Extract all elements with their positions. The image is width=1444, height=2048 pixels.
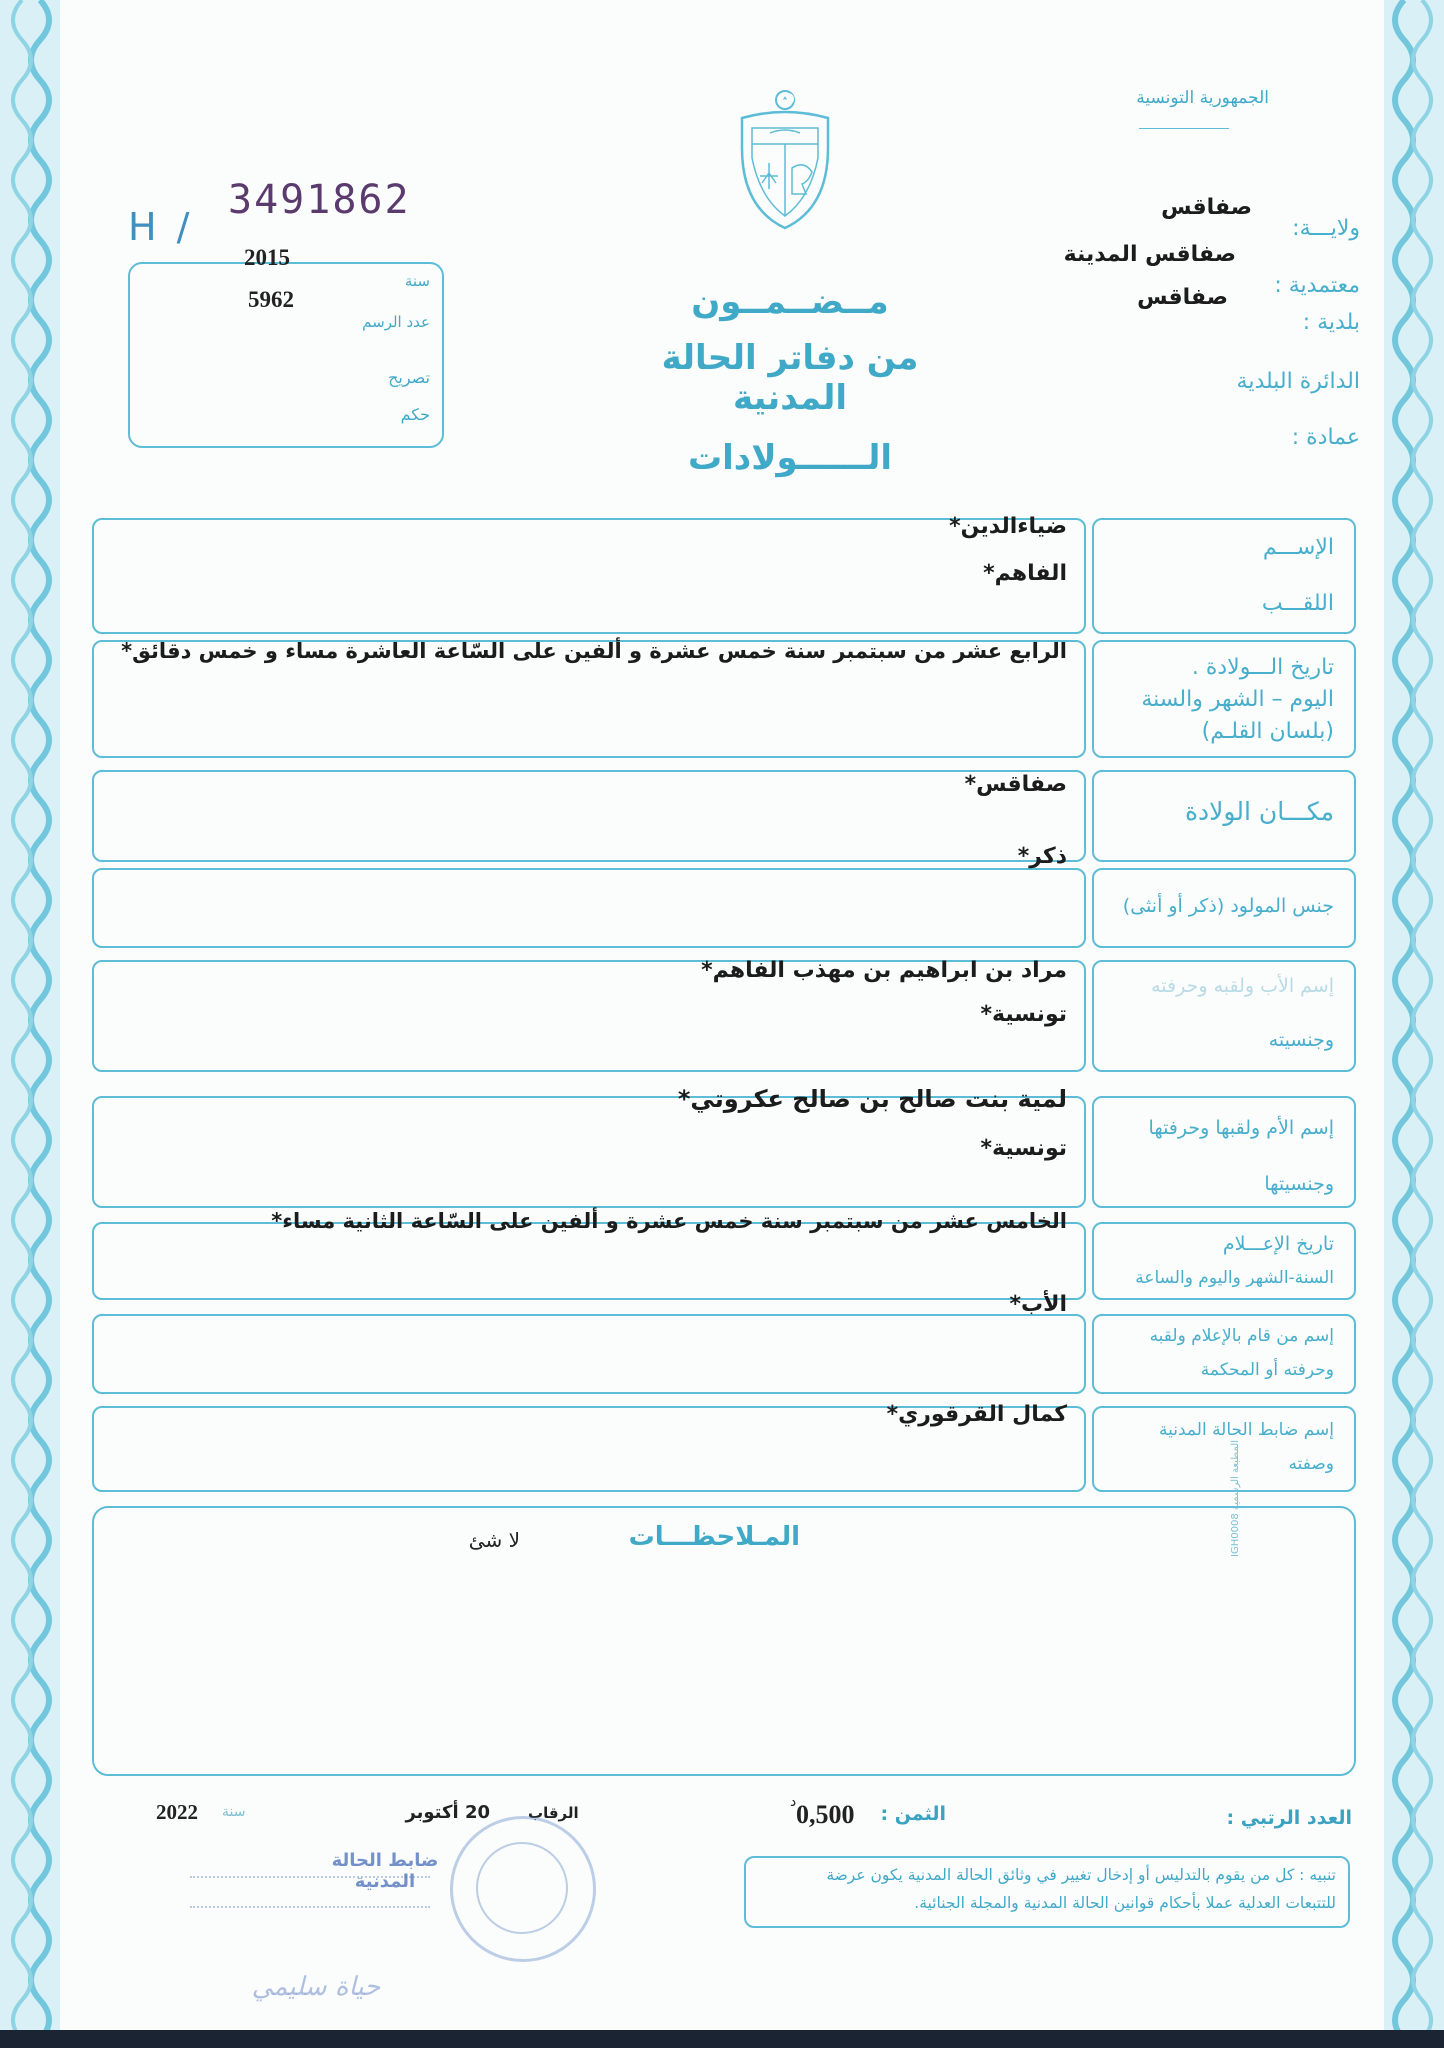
surname-value: الفاهم*	[983, 561, 1067, 586]
declarant-value: الأب*	[1009, 1292, 1067, 1317]
municipality-label: بلدية :	[1302, 310, 1360, 335]
right-guilloche-border	[1384, 0, 1444, 2030]
officer-stamp-title: ضابط الحالة المدنية	[331, 1850, 439, 1892]
officer-signature: حياة سليمي	[251, 1972, 381, 2002]
birth-place-label: مكـــان الولادة	[1184, 797, 1334, 826]
father-nationality: تونسية*	[980, 1002, 1067, 1027]
declaration-date-label-1: تاريخ الإعـــلام	[1222, 1233, 1334, 1255]
delegation-value: صفاقس المدينة	[1063, 242, 1236, 267]
price-value: 0,500	[796, 1800, 855, 1829]
serial-prefix: H /	[128, 205, 194, 249]
registration-number-label: عدد الرسم	[362, 313, 430, 331]
issue-date: 20 أكتوبر	[405, 1802, 490, 1823]
declarant-label-1: إسم من قام بالإعلام ولقبه	[1149, 1326, 1334, 1346]
registration-number-value: 5962	[248, 287, 294, 312]
father-label-1: إسم الأب ولقبه وحرفته	[1151, 975, 1334, 997]
surname-label: اللقـــب	[1261, 591, 1334, 616]
wilaya-value: صفاقس	[1161, 195, 1252, 220]
document-title-line1: مــضــمــون	[691, 282, 889, 322]
sequence-number-label: العدد الرتبي :	[1226, 1807, 1352, 1829]
municipality-value: صفاقس	[1137, 285, 1228, 310]
left-guilloche-border	[0, 0, 60, 2030]
delegation-label: معتمدية :	[1274, 273, 1360, 298]
declarant-label-2: وحرفته أو المحكمة	[1200, 1360, 1334, 1380]
birth-place-value-box	[92, 770, 1086, 862]
price-unit: د	[790, 1794, 797, 1810]
mother-label-2: وجنسيتها	[1264, 1173, 1334, 1195]
father-label-2: وجنسيته	[1268, 1029, 1334, 1051]
sex-label: جنس المولود (ذكر أو أنثى)	[1122, 895, 1334, 917]
birth-date-value: الرابع عشر من سبتمبر سنة خمس عشرة و ألفين على السّاعة العاشرة مساء و خمس دقائق*	[121, 639, 1067, 663]
stamp-text-line-2	[190, 1906, 430, 1916]
name-value: ضياءالدين*	[949, 514, 1067, 539]
republic-underline	[1139, 128, 1229, 129]
birth-date-label-3: (بلسان القلـم)	[1201, 719, 1334, 744]
birth-place-value: صفاقس*	[964, 772, 1067, 797]
registration-year-value: 2015	[244, 245, 290, 270]
birth-date-label-2: اليوم – الشهر والسنة	[1141, 687, 1334, 712]
warning-line-2: للتتبعات العدلية عملا بأحكام قوانين الحالة المدنية والمجلة الجنائية.	[914, 1894, 1336, 1912]
serial-number: 3491862	[228, 177, 411, 223]
imada-label: عمادة :	[1291, 425, 1360, 450]
stamp-text-line-1	[190, 1876, 430, 1886]
officer-label-2: وصفته	[1288, 1454, 1334, 1474]
registration-declaration-label: تصريح	[388, 368, 430, 387]
mother-label-1: إسم الأم ولقبها وحرفتها	[1148, 1117, 1334, 1139]
warning-line-1: تنبيه : كل من يقوم بالتدليس أو إدخال تغيير في وثائق الحالة المدنية يكون عرضة	[826, 1866, 1336, 1884]
document-title-line2: من دفاتر الحالة المدنية	[661, 338, 919, 418]
mother-value: لمية بنت صالح بن صالح عكروتي*	[677, 1085, 1067, 1113]
registration-ruling-label: حكم	[400, 405, 430, 424]
office-label: الرقاب	[528, 1804, 579, 1822]
sex-value-box	[92, 868, 1086, 948]
coat-of-arms-emblem	[730, 88, 840, 238]
name-value-box	[92, 518, 1086, 634]
father-value: مراد بن ابراهيم بن مهذب الفاهم*	[701, 958, 1067, 983]
registration-year-label: سنة	[404, 272, 430, 290]
sex-value: ذكر*	[1017, 844, 1067, 869]
issue-year-label: سنة	[222, 1804, 246, 1820]
declaration-date-value: الخامس عشر من سبتمبر سنة خمس عشرة و ألفين على السّاعة الثانية مساء*	[271, 1209, 1067, 1233]
republic-header: الجمهورية التونسية	[1136, 88, 1269, 108]
official-stamp-inner	[476, 1842, 568, 1934]
wilaya-label: ولايـــة:	[1292, 216, 1360, 241]
remarks-value: لا شئ	[468, 1528, 520, 1552]
declarant-value-box	[92, 1314, 1086, 1394]
issue-year-value: 2022	[156, 1800, 198, 1824]
declaration-date-label-2: السنة-الشهر واليوم والساعة	[1135, 1268, 1334, 1288]
price-label: الثمن :	[880, 1803, 946, 1825]
birth-date-label-1: تاريخ الـــولادة .	[1191, 655, 1334, 680]
remarks-label: المـلاحظـــات	[628, 1522, 800, 1552]
mother-nationality: تونسية*	[980, 1136, 1067, 1161]
district-label: الدائرة البلدية	[1236, 369, 1360, 394]
officer-label-1: إسم ضابط الحالة المدنية	[1159, 1420, 1334, 1440]
register-title: الــــــولادات	[687, 438, 893, 478]
print-code: المطبعة الرسمية IGH0008	[1230, 1440, 1241, 1557]
officer-value: كمال القرقوري*	[886, 1402, 1067, 1427]
name-label: الإســـم	[1262, 535, 1334, 560]
